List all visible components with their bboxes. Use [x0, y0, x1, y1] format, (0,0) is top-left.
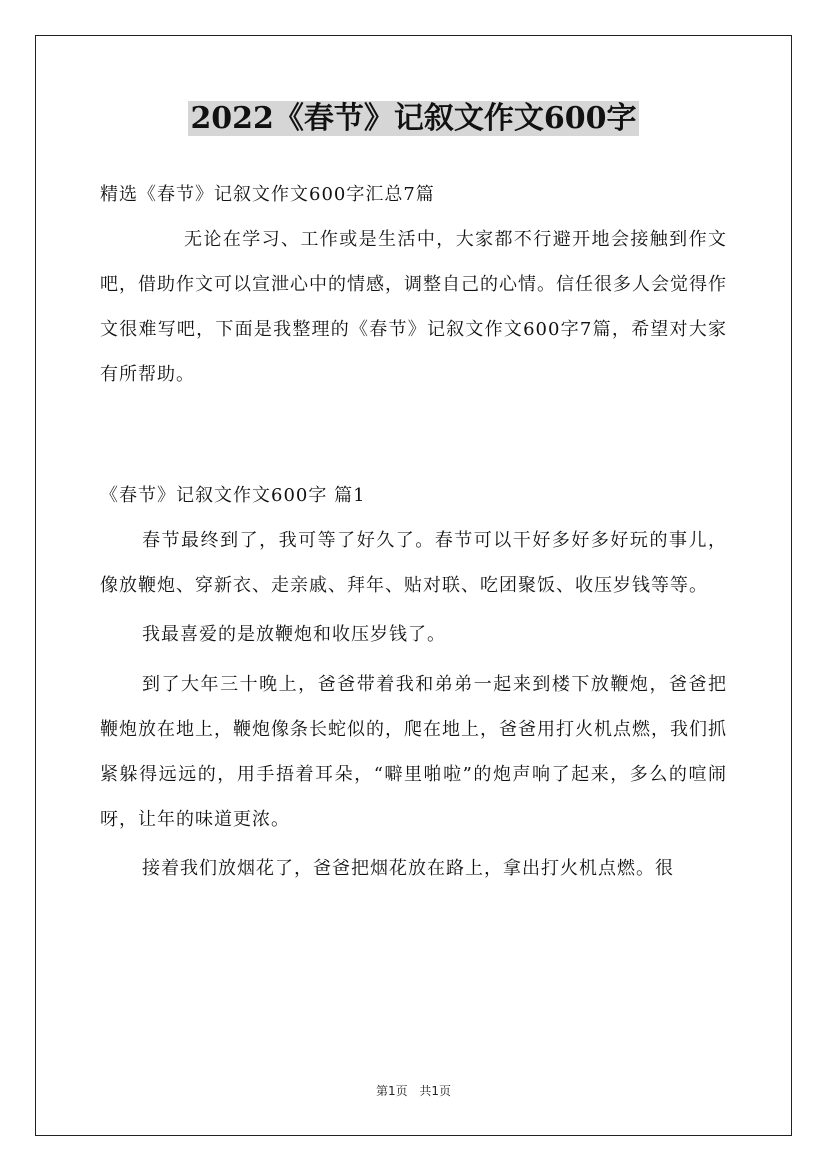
body-paragraph: 接着我们放烟花了，爸爸把烟花放在路上，拿出打火机点燃。很 — [142, 858, 674, 879]
document-title — [0, 97, 827, 141]
page-total: 共1页 — [419, 1084, 452, 1098]
body-paragraph: 我最喜爱的是放鞭炮和收压岁钱了。 — [142, 624, 446, 645]
section-heading: 《春节》记叙文作文600字 篇1 — [100, 485, 366, 506]
page-number: 第1页 — [375, 1084, 408, 1098]
document-title-text: 2022《春节》记叙文作文600字 — [190, 101, 637, 136]
body-paragraph: 到了大年三十晚上，爸爸带着我和弟弟一起来到楼下放鞭炮，爸爸把鞭炮放在地上，鞭炮像条长蛇似的，爬在地上，爸爸用打火机点燃，我们抓紧躲得远远的，用手捂着耳朵，“噼里啪啦”的炮声响了起来，多么的喧闹呀，让年的味道更浓。 — [100, 674, 727, 830]
document-subtitle: 精选《春节》记叙文作文600字汇总7篇 — [100, 184, 435, 205]
section-spacer — [100, 397, 727, 473]
intro-paragraph: 无论在学习、工作或是生活中，大家都不行避开地会接触到作文吧，借助作文可以宣泄心中的情感，调整自己的心情。信任很多人会觉得作文很难写吧，下面是我整理的《春节》记叙文作文600字7篇，希望对大家有所帮助。 — [100, 229, 727, 385]
page-footer — [0, 1082, 827, 1099]
body-paragraph: 春节最终到了，我可等了好久了。春节可以干好多好多好玩的事儿，像放鞭炮、穿新衣、走亲戚、拜年、贴对联、吃团聚饭、收压岁钱等等。 — [100, 530, 727, 596]
document-body — [100, 172, 727, 896]
